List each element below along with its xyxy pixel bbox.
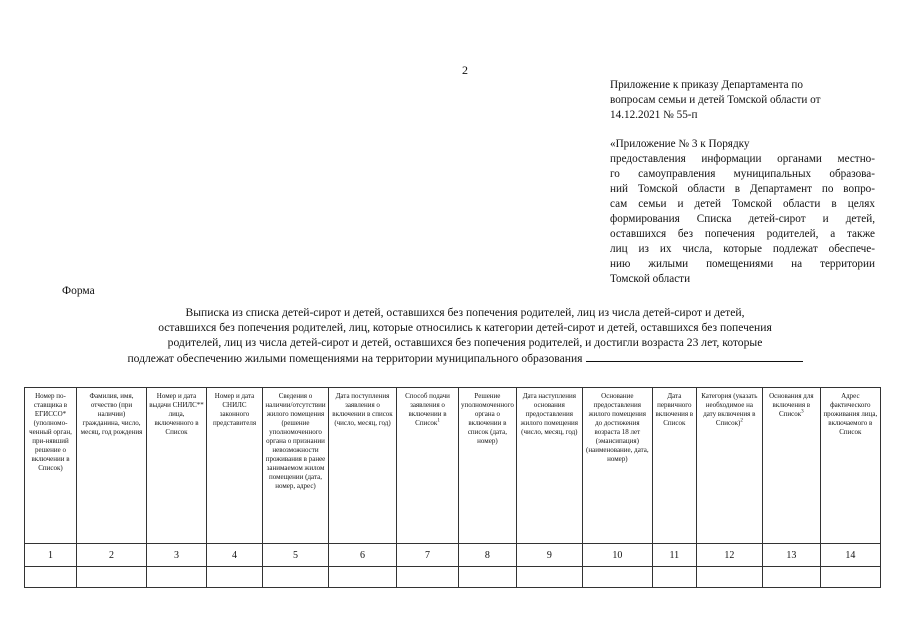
data-cell[interactable] [263,567,329,588]
appendix-order-line: Приложение к приказу Департамента по [610,79,803,91]
data-cell[interactable] [25,567,77,588]
header-cell: Основания для включения в Список$^3$ [762,388,820,544]
empty-data-row [25,567,881,588]
appendix-procedure-line: «Приложение № 3 к Порядку [610,138,750,150]
column-number: 12 [696,544,762,567]
footnote-mark: 2 [740,418,743,424]
header-cell: Номер и дата выдачи СНИЛС** лица, включенного в Список [147,388,207,544]
data-cell[interactable] [397,567,459,588]
appendix-procedure-line: лиц из их числа, которые подлежат обеспече- [610,243,875,255]
header-cell: Номер и дата СНИЛС законного представителя [207,388,263,544]
data-cell[interactable] [459,567,517,588]
column-number: 2 [77,544,147,567]
appendix-order-line: 14.12.2021 № 55-п [610,109,698,121]
footnote-mark: 3 [801,409,804,415]
column-number: 14 [820,544,880,567]
header-row [25,388,881,544]
appendix-procedure-line: формирования Списка детей-сирот и детей, [610,213,875,225]
column-number: 9 [516,544,582,567]
header-cell: Дата наступления основания предоставления жилого помещения (число, месяц, год) [516,388,582,544]
appendix-order-line: вопросам семьи и детей Томской области от [610,94,821,106]
appendix-procedure-line: ний Томской области в Департамент по вопро- [610,183,875,195]
title-line: родителей, лиц из числа детей-сирот и детей, оставшихся без попечения родителей, и достигли возраста 23 лет, которые [167,336,763,349]
column-number: 5 [263,544,329,567]
municipality-blank-field[interactable] [586,350,803,362]
appendix-procedure-line: сам семьи и детей Томской области в целях [610,198,875,210]
appendix-procedure-line: го самоуправления муниципальных образова- [610,168,875,180]
data-cell[interactable] [582,567,652,588]
page-number: 2 [462,63,468,77]
title-line: подлежат обеспечению жилыми помещениями на территории муниципального образования [127,352,583,365]
header-cell: Основание предоставления жилого помещения до достижения возраста 18 лет (эмансипация) (наименование, дата, номер) [582,388,652,544]
column-number: 6 [329,544,397,567]
data-cell[interactable] [77,567,147,588]
column-number-row [25,544,881,567]
header-cell: Категория (указать необходимое на дату включения в Список)$^2$ [696,388,762,544]
data-cell[interactable] [820,567,880,588]
header-cell: Дата поступления заявления о включении в список (число, месяц, год) [329,388,397,544]
footnote-mark: 1 [437,418,440,424]
register-table [24,387,881,588]
column-number: 3 [147,544,207,567]
appendix-procedure-line: предоставления информации органами местно- [610,153,875,165]
data-cell[interactable] [652,567,696,588]
appendix-procedure-line: оставшихся без попечения родителей, а также [610,228,875,240]
title-line-last [100,350,830,366]
data-cell[interactable] [329,567,397,588]
header-cell: Сведения о наличии/отсутствии жилого помещения (решение уполномоченного органа о признании невозможности проживания в ранее занимаемом жилом помещении (дата, номер, адрес) [263,388,329,544]
appendix-procedure-line: нию жилыми помещениями на территории [610,258,875,270]
column-number: 10 [582,544,652,567]
header-cell: Фамилия, имя, отчество (при наличии) гражданина, число, месяц, год рождения [77,388,147,544]
column-number: 4 [207,544,263,567]
header-cell: Решение уполномоченного органа о включении в список (дата, номер) [459,388,517,544]
data-cell[interactable] [516,567,582,588]
header-cell: Способ подачи заявления о включении в Список$^1$ [397,388,459,544]
column-number: 13 [762,544,820,567]
appendix-order-reference [610,78,875,123]
title-line: Выписка из списка детей-сирот и детей, оставшихся без попечения родителей, лиц из числа детей-сирот и детей, [185,306,745,319]
data-cell[interactable] [762,567,820,588]
appendix-procedure-line: Томской области [610,273,691,285]
header-cell: Номер по-ставщика в ЕГИССО* (уполномо-ченный орган, при-нявший решение о включении в Список) [25,388,77,544]
column-number: 11 [652,544,696,567]
data-cell[interactable] [147,567,207,588]
form-label: Форма [62,285,95,297]
title-line: оставшихся без попечения родителей, лиц, которые относились к категории детей-сирот и детей, оставшихся без попечения [158,321,772,334]
column-number: 8 [459,544,517,567]
column-number: 7 [397,544,459,567]
data-cell[interactable] [207,567,263,588]
document-title [100,305,830,366]
column-number: 1 [25,544,77,567]
appendix-procedure-reference [610,137,875,287]
data-cell[interactable] [696,567,762,588]
header-cell: Адрес фактического проживания лица, включаемого в Список [820,388,880,544]
header-cell: Дата первичного включения в Список [652,388,696,544]
